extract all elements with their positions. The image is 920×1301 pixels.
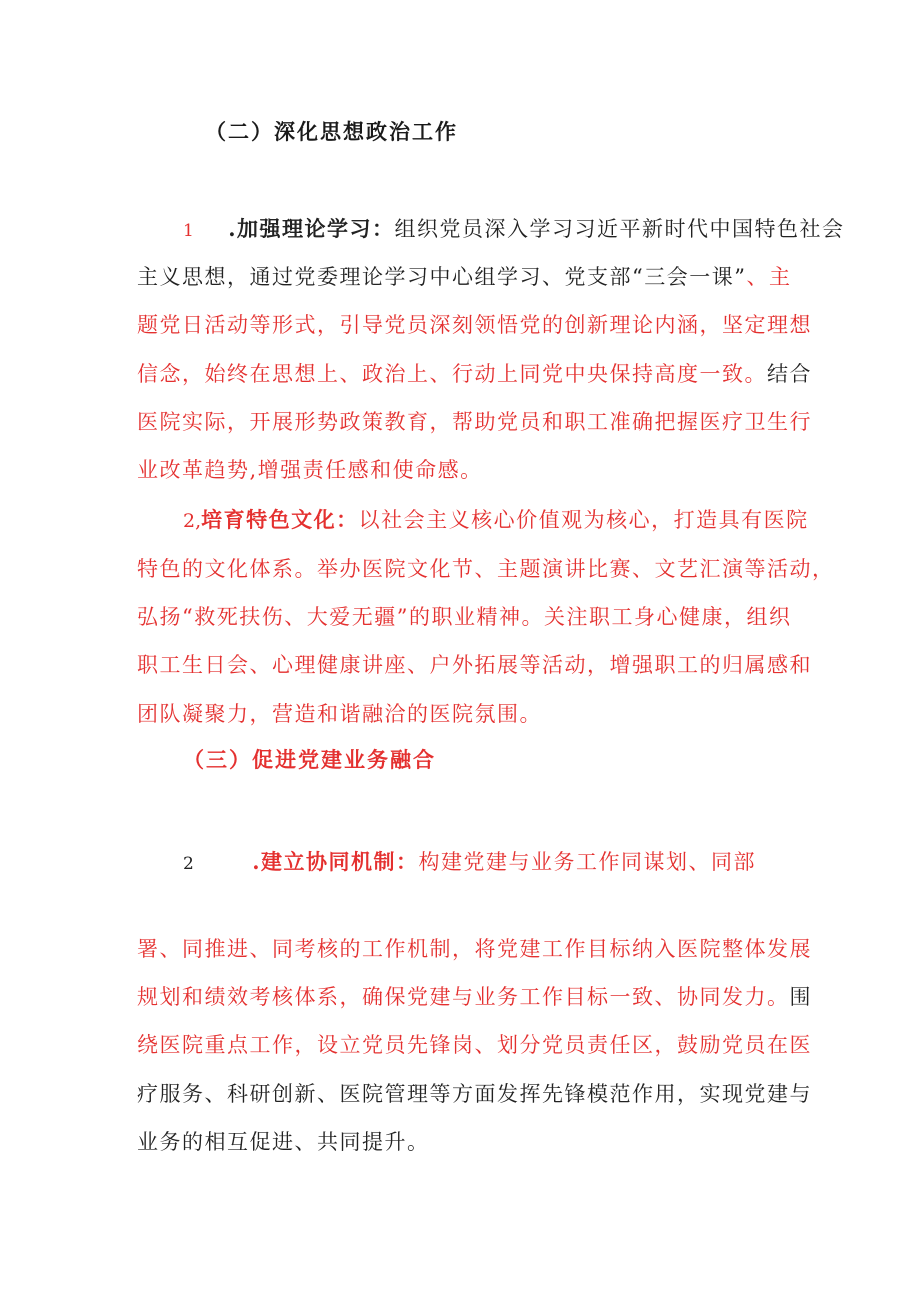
item1-dot: . [228, 216, 238, 241]
item2-prefix: 2, [183, 510, 202, 532]
item2-line5: 团队凝聚力，营造和谐融洽的医院氛围。 [137, 702, 542, 726]
item1-text: 主义思想，通过党委理论学习中心组学习、党支部“三会一课” [137, 265, 747, 289]
item3-line3 [137, 983, 812, 1011]
item3-number: 2 [183, 854, 194, 874]
item1-line4 [137, 360, 812, 388]
section-heading-2-text: （二）深化思想政治工作 [205, 119, 458, 144]
item2-text: 以社会主义核心价值观为核心，打造具有医院 [358, 508, 809, 532]
section-heading-3-text: （三）促进党建业务融合 [183, 747, 436, 772]
item1-text: 信念，始终在思想上、政治上、行动上同党中央保持高度一致。 [137, 362, 767, 386]
item3-line5: 疗服务、科研创新、医院管理等方面发挥先锋模范作用，实现党建与 [137, 1082, 812, 1106]
item3-line6: 业务的相互促进、共同提升。 [137, 1130, 430, 1154]
item2-line2: 特色的文化体系。举办医院文化节、主题演讲比赛、文艺汇演等活动， [137, 557, 835, 581]
item1-number: 1 [183, 221, 194, 241]
item3-text: 规划和绩效考核体系，确保党建与业务工作目标一致、协同发力。 [137, 985, 790, 1009]
item2-line3: 弘扬“救死扶伤、大爱无疆”的职业精神。关注职工身心健康，组织 [137, 605, 792, 629]
item1-text: 结合 [767, 362, 812, 386]
item2-title: 培育特色文化： [201, 507, 359, 532]
section-heading-2 [205, 118, 458, 146]
item1-title: 加强理论学习： [237, 216, 395, 241]
item2-line4: 职工生日会、心理健康讲座、户外拓展等活动，增强职工的归属感和 [137, 653, 812, 677]
item1-line3: 题党日活动等形式，引导党员深刻领悟党的创新理论内涵，坚定理想 [137, 313, 812, 337]
item3-line2: 署、同推进、同考核的工作机制，将党建工作目标纳入医院整体发展 [137, 937, 812, 961]
item3-line4: 绕医院重点工作，设立党员先锋岗、划分党员责任区，鼓励党员在医 [137, 1033, 812, 1057]
item3-text: 围 [789, 985, 812, 1009]
item2-line1 [183, 506, 809, 535]
item3-line1 [183, 848, 756, 878]
item3-dot: . [252, 849, 262, 874]
item1-text: 组织党员深入学习习近平新时代中国特色社会 [394, 217, 845, 241]
section-heading-3 [183, 746, 436, 774]
item3-text: 构建党建与业务工作同谋划、同部 [418, 850, 757, 874]
item1-text: 、主 [746, 265, 792, 289]
item1-line6: 业改革趋势,增强责任感和使命感。 [137, 458, 483, 482]
item1-line1 [183, 215, 845, 245]
item1-line5: 医院实际，开展形势政策教育，帮助党员和职工准确把握医疗卫生行 [137, 410, 812, 434]
item3-title: 建立协同机制： [261, 849, 419, 874]
item1-line2 [137, 263, 791, 291]
